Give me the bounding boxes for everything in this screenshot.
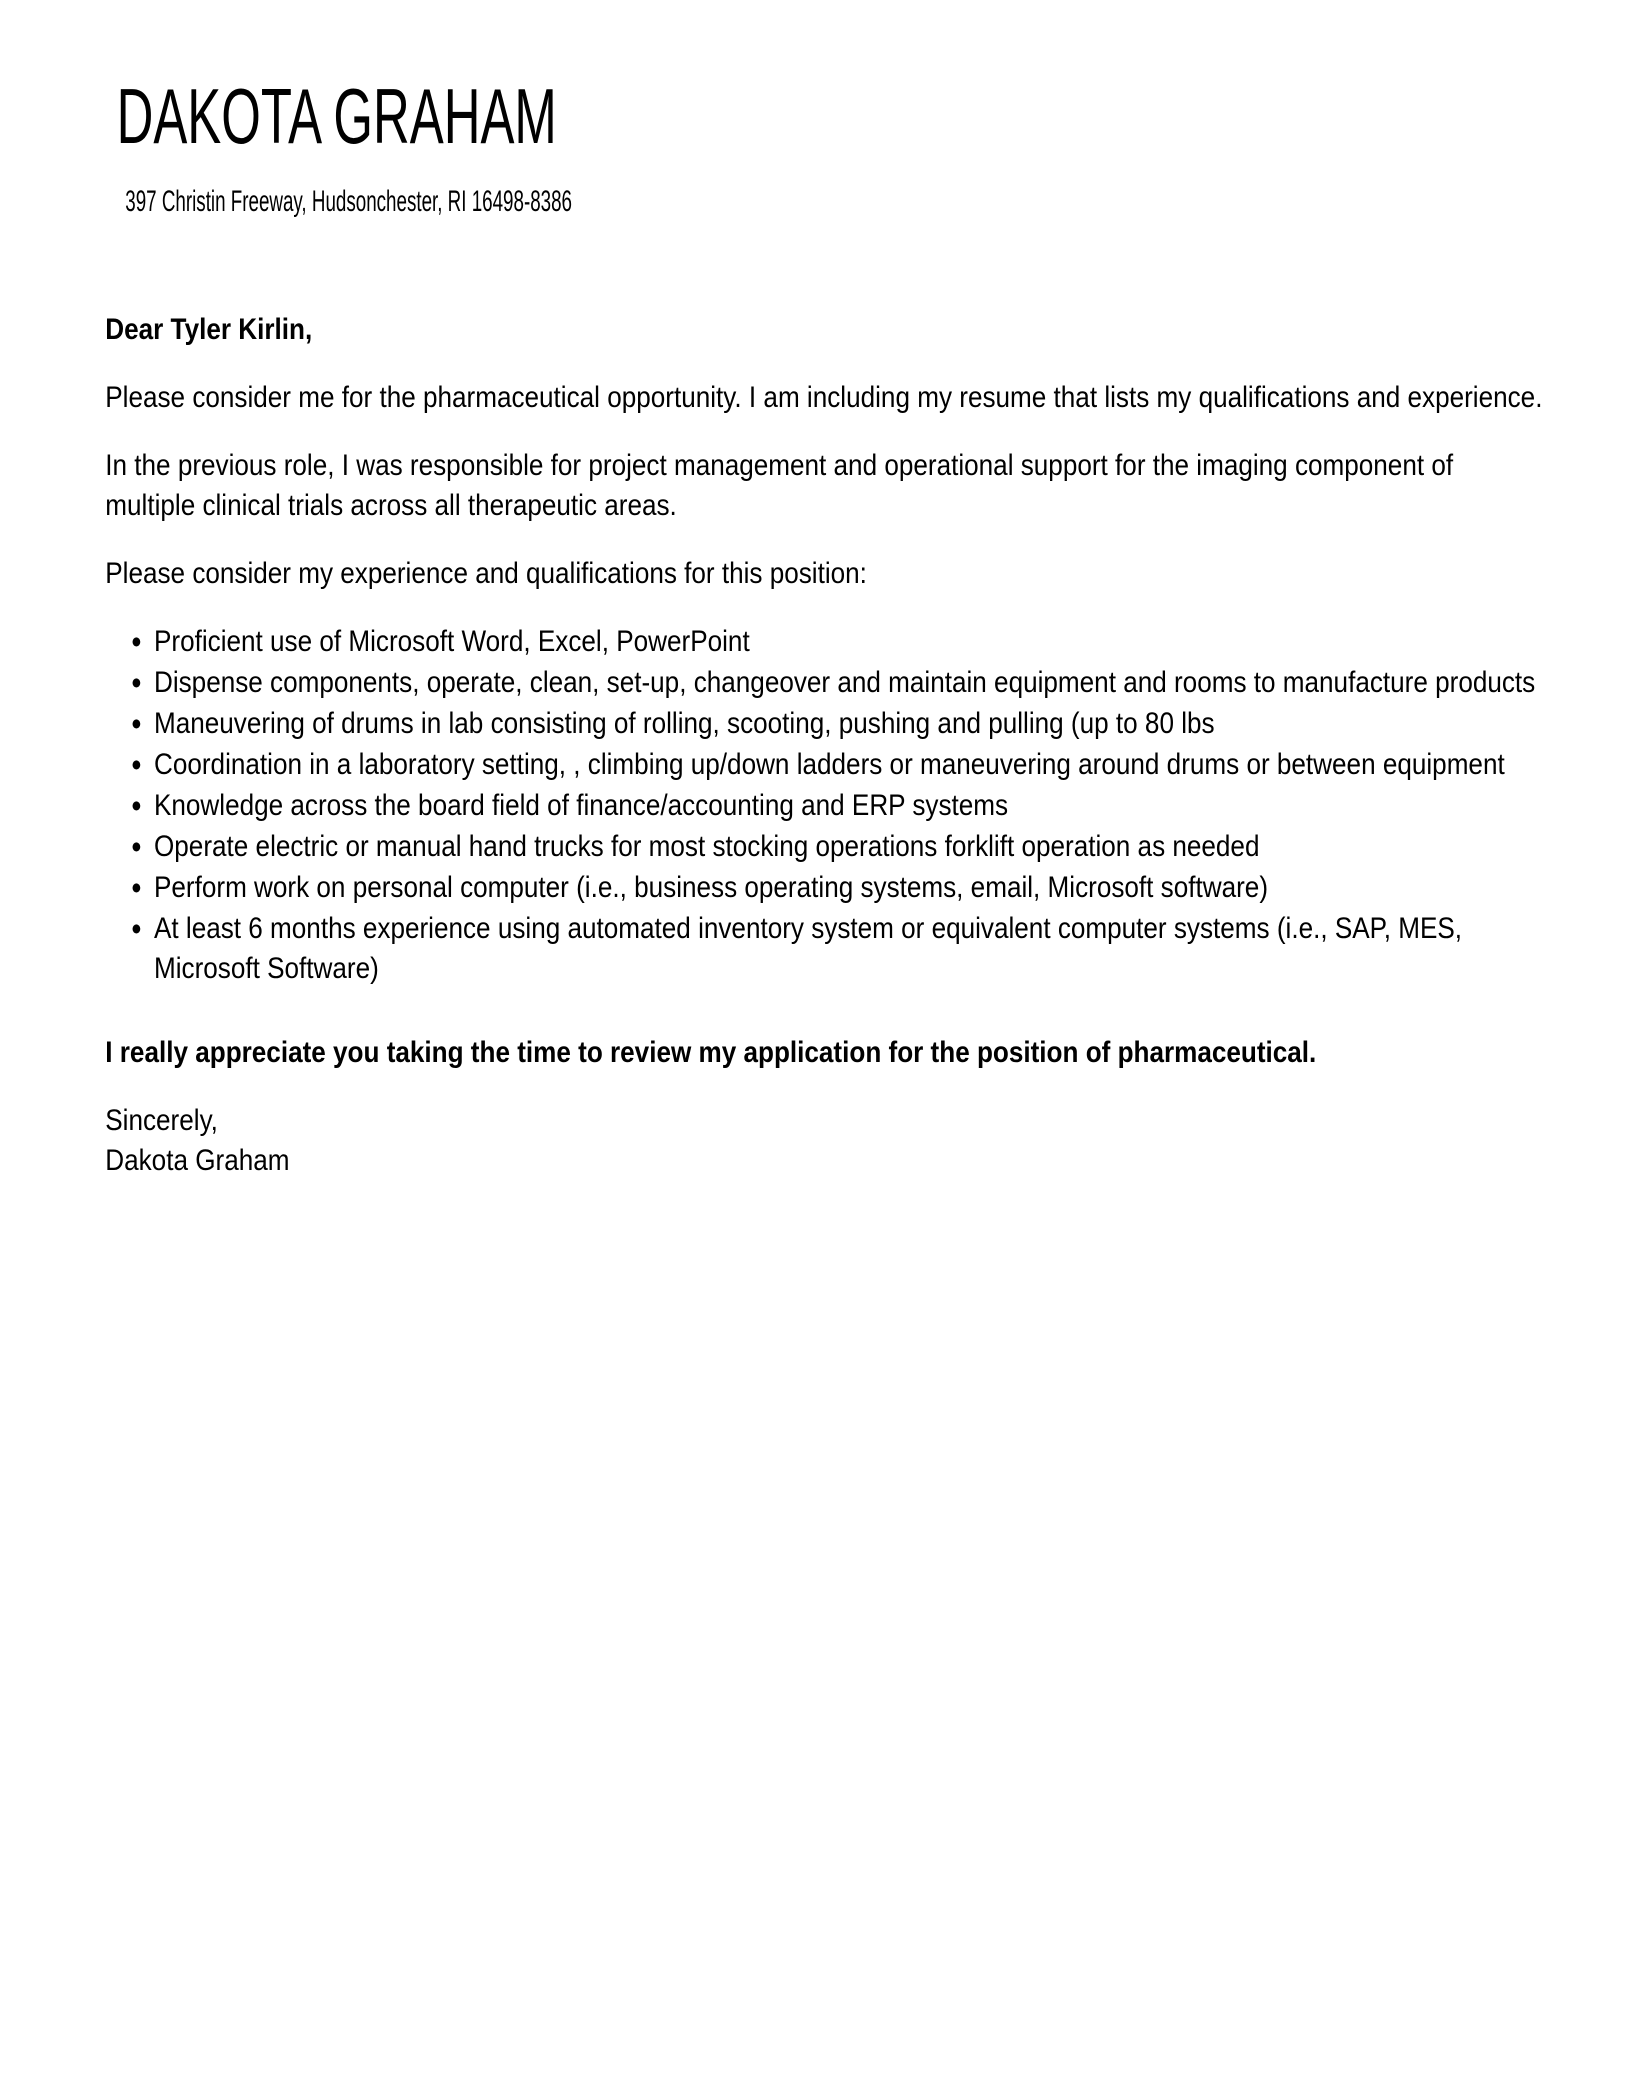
signature-name: Dakota Graham <box>105 1144 290 1177</box>
qualification-item: • Coordination in a laboratory setting, , climbing up/down ladders or maneuvering around drums or between equipment <box>154 745 1547 785</box>
closing-statement: I really appreciate you taking the time to review my application for the position of pharmaceutical. <box>105 1036 1317 1069</box>
qualification-item: • Knowledge across the board field of finance/accounting and ERP systems <box>154 786 1547 826</box>
qualification-item: • Dispense components, operate, clean, set-up, changeover and maintain equipment and rooms to manufacture products <box>154 663 1547 703</box>
intro-paragraph: Please consider me for the pharmaceutical opportunity. I am including my resume that lists my qualifications and experience. <box>105 381 1543 414</box>
qualification-item: • At least 6 months experience using automated inventory system or equivalent computer systems (i.e., SAP, MES, Microsoft Software) <box>154 909 1547 989</box>
experience-paragraph: In the previous role, I was responsible for project management and operational support for the imaging component of multiple clinical trials across all therapeutic areas. <box>105 449 1454 522</box>
signoff: Sincerely, <box>105 1104 218 1137</box>
applicant-address: 397 Christin Freeway, Hudsonchester, RI 16498-8386 <box>125 185 573 218</box>
qualification-item: • Perform work on personal computer (i.e., business operating systems, email, Microsoft software) <box>154 868 1547 908</box>
qualification-item: • Operate electric or manual hand trucks for most stocking operations forklift operation as needed <box>154 827 1547 867</box>
applicant-name: DAKOTA GRAHAM <box>116 72 557 160</box>
qualification-item: • Maneuvering of drums in lab consisting of rolling, scooting, pushing and pulling (up to 80 lbs <box>154 704 1547 744</box>
signature-block <box>105 1101 1547 1181</box>
qualification-item: • Proficient use of Microsoft Word, Excel, PowerPoint <box>154 622 1547 662</box>
qualifications-list <box>105 622 1547 989</box>
salutation: Dear Tyler Kirlin, <box>105 313 313 346</box>
qualifications-intro: Please consider my experience and qualifications for this position: <box>105 557 867 590</box>
